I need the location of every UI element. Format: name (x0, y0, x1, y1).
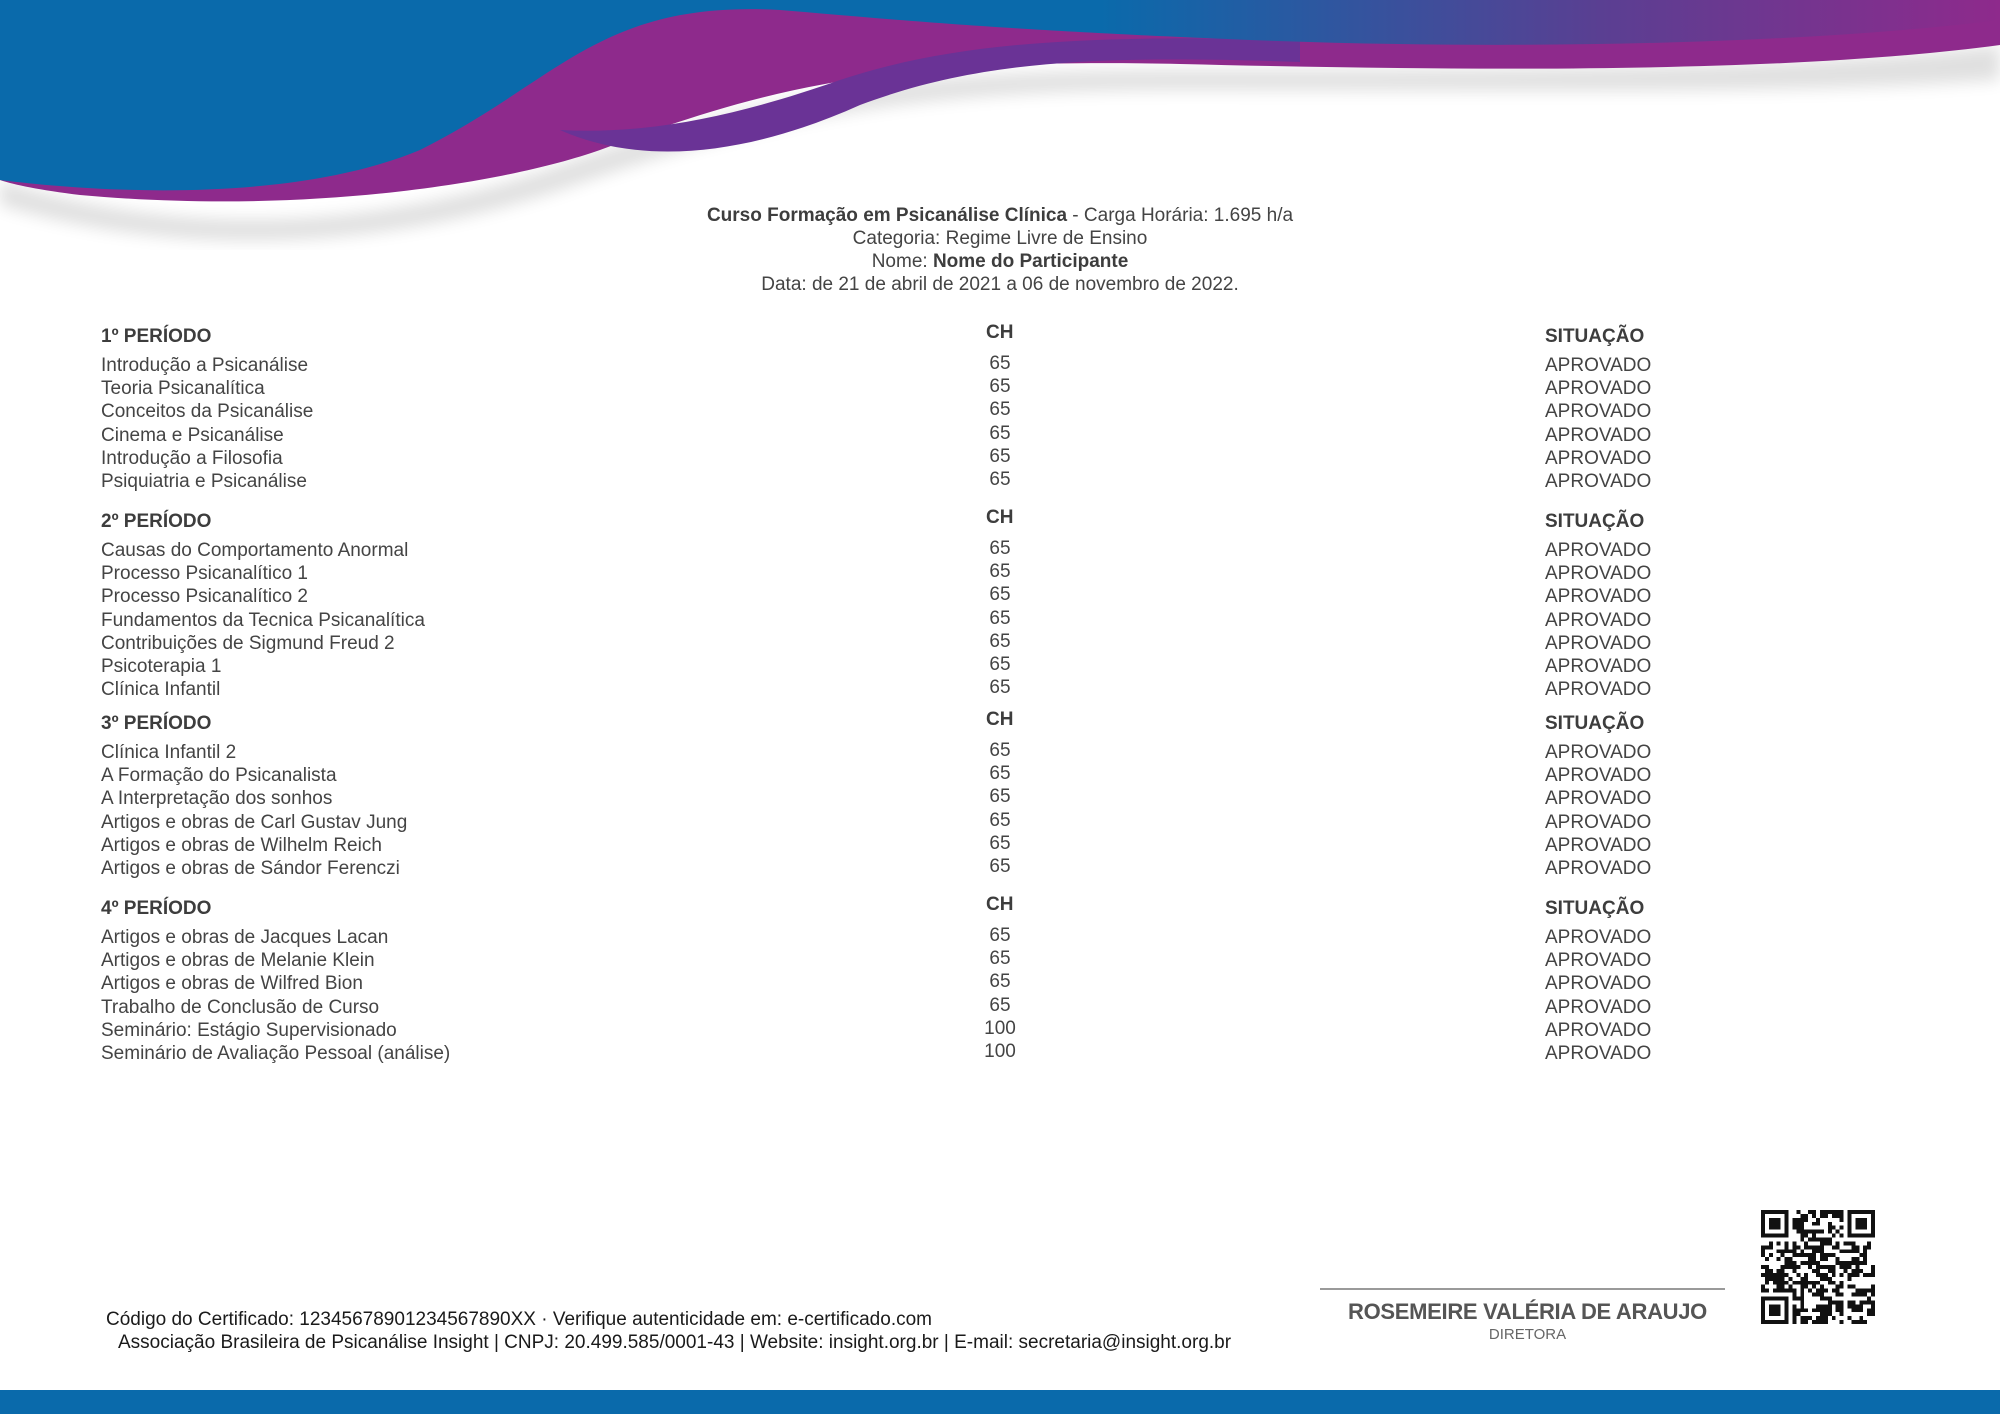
subject-status: APROVADO (1545, 655, 1652, 677)
subject-status: APROVADO (1545, 973, 1652, 995)
period-section (0, 709, 2000, 880)
subject-row (0, 857, 2000, 880)
subject-name: A Formação do Psicanalista (101, 765, 337, 787)
subject-hours: 65 (989, 607, 1011, 629)
subject-row (0, 811, 2000, 834)
course-category: Categoria: Regime Livre de Ensino (852, 228, 1148, 249)
subject-row (0, 354, 2000, 377)
participant-name: Nome do Participante (932, 251, 1129, 272)
ch-header: CH (986, 894, 1014, 915)
period-section (0, 507, 2000, 701)
subject-row (0, 447, 2000, 470)
subject-hours: 65 (989, 740, 1011, 761)
subject-row (0, 424, 2000, 447)
subject-name: Artigos e obras de Wilhelm Reich (101, 834, 382, 856)
subject-hours: 65 (989, 994, 1011, 1016)
subject-hours: 65 (989, 561, 1011, 583)
course-dates: Data: de 21 de abril de 2021 a 06 de novembro de 2022. (761, 274, 1239, 295)
subject-name: Artigos e obras de Sándor Ferenczi (101, 857, 400, 879)
subject-hours: 65 (989, 763, 1011, 785)
subject-status: APROVADO (1545, 609, 1652, 631)
subject-status: APROVADO (1545, 679, 1652, 701)
subject-row (0, 678, 2000, 701)
subject-row (0, 996, 2000, 1019)
certificate-code: Código do Certificado: 12345678901234567890XX · Verifique autenticidade em: e-certificado.com (106, 1309, 932, 1330)
subject-status: APROVADO (1545, 765, 1652, 787)
period-section (0, 322, 2000, 493)
course-line (0, 204, 2000, 227)
subject-hours: 65 (989, 376, 1011, 398)
subject-status: APROVADO (1545, 788, 1652, 810)
ch-header: CH (986, 709, 1014, 730)
subject-row (0, 764, 2000, 787)
status-header: SITUAÇÃO (1545, 326, 1645, 347)
status-header: SITUAÇÃO (1545, 898, 1645, 919)
subject-name: Processo Psicanalítico 2 (101, 586, 308, 608)
subject-name: A Interpretação dos sonhos (101, 788, 333, 810)
subject-status: APROVADO (1545, 447, 1652, 469)
subject-status: APROVADO (1545, 1019, 1652, 1041)
subject-status: APROVADO (1545, 401, 1652, 423)
subject-row (0, 1019, 2000, 1042)
subject-hours: 65 (989, 925, 1011, 946)
period-title: 3º PERÍODO (101, 713, 212, 734)
subject-name: Psicoterapia 1 (101, 655, 222, 677)
subject-hours: 65 (989, 445, 1011, 467)
participant-line (0, 250, 2000, 273)
status-header: SITUAÇÃO (1545, 713, 1645, 734)
subject-row (0, 741, 2000, 764)
subject-status: APROVADO (1545, 632, 1652, 654)
subject-name: Introdução a Psicanálise (101, 355, 309, 376)
subject-row (0, 949, 2000, 972)
subject-row (0, 787, 2000, 810)
ch-header: CH (986, 322, 1014, 343)
subject-hours: 100 (984, 1017, 1016, 1039)
subject-row (0, 655, 2000, 678)
period-header (0, 322, 2000, 350)
period-header (0, 894, 2000, 922)
subject-status: APROVADO (1545, 927, 1652, 948)
subject-status: APROVADO (1545, 834, 1652, 856)
subject-status: APROVADO (1545, 355, 1652, 376)
subject-status: APROVADO (1545, 950, 1652, 972)
subject-status: APROVADO (1545, 857, 1652, 879)
subject-row (0, 377, 2000, 400)
subject-hours: 65 (989, 630, 1011, 652)
subject-hours: 65 (989, 948, 1011, 970)
subject-name: Processo Psicanalítico 1 (101, 563, 308, 585)
subject-name: Causas do Comportamento Anormal (101, 540, 409, 561)
subject-status: APROVADO (1545, 540, 1652, 561)
subject-hours: 65 (989, 677, 1011, 699)
subject-row (0, 632, 2000, 655)
subject-name: Introdução a Filosofia (101, 447, 283, 469)
subject-row (0, 470, 2000, 493)
certificate-header (0, 204, 2000, 296)
signature-line (1320, 1288, 1725, 1290)
subject-status: APROVADO (1545, 378, 1652, 400)
subject-row (0, 972, 2000, 995)
subject-status: APROVADO (1545, 586, 1652, 608)
period-title: 1º PERÍODO (101, 326, 212, 347)
subject-hours: 65 (989, 538, 1011, 559)
subject-status: APROVADO (1545, 811, 1652, 833)
subject-name: Clínica Infantil 2 (101, 742, 237, 763)
period-title: 4º PERÍODO (101, 898, 212, 919)
subject-status: APROVADO (1545, 563, 1652, 585)
subject-hours: 65 (989, 353, 1011, 374)
subject-row (0, 834, 2000, 857)
subject-row (0, 609, 2000, 632)
subject-hours: 65 (989, 399, 1011, 421)
course-name: Curso Formação em Psicanálise Clínica (706, 205, 1068, 226)
subject-name: Trabalho de Conclusão de Curso (101, 996, 380, 1018)
subject-name: Artigos e obras de Carl Gustav Jung (101, 811, 408, 833)
subject-name: Cinema e Psicanálise (101, 424, 284, 446)
subject-status: APROVADO (1545, 996, 1652, 1018)
subject-name: Artigos e obras de Melanie Klein (101, 950, 375, 972)
subject-hours: 65 (989, 809, 1011, 831)
subject-status: APROVADO (1545, 424, 1652, 446)
subject-row (0, 926, 2000, 949)
subject-name: Artigos e obras de Jacques Lacan (101, 927, 389, 948)
subject-name: Clínica Infantil (101, 679, 221, 701)
subject-name: Seminário: Estágio Supervisionado (101, 1019, 397, 1041)
subject-hours: 65 (989, 786, 1011, 808)
subject-row (0, 562, 2000, 585)
footer-bar (0, 1390, 2000, 1414)
course-workload: - Carga Horária: 1.695 h/a (1067, 205, 1294, 226)
subject-name: Fundamentos da Tecnica Psicanalítica (101, 609, 425, 631)
subject-hours: 65 (989, 584, 1011, 606)
subject-row (0, 539, 2000, 562)
subject-hours: 100 (984, 1040, 1016, 1062)
subject-row (0, 585, 2000, 608)
institution-info: Associação Brasileira de Psicanálise Insight | CNPJ: 20.499.585/0001-43 | Website: insight.org.br | E-mail: secretaria@insight.org.br (118, 1332, 1232, 1353)
name-label: Nome: (871, 251, 933, 272)
period-title: 2º PERÍODO (101, 511, 212, 532)
subject-hours: 65 (989, 855, 1011, 877)
signatory-name: ROSEMEIRE VALÉRIA DE ARAUJO (1347, 1299, 1707, 1324)
subject-status: APROVADO (1545, 742, 1652, 763)
subject-name: Conceitos da Psicanálise (101, 401, 314, 423)
subject-status: APROVADO (1545, 1042, 1652, 1064)
subject-hours: 65 (989, 971, 1011, 993)
signatory-role: DIRETORA (1488, 1326, 1567, 1343)
subject-row (0, 400, 2000, 423)
period-header (0, 709, 2000, 737)
subject-name: Psiquiatria e Psicanálise (101, 470, 307, 492)
subject-name: Artigos e obras de Wilfred Bion (101, 973, 363, 995)
qr-code-icon (1761, 1210, 1875, 1324)
subject-status: APROVADO (1545, 470, 1652, 492)
certificate-footer (106, 1308, 1231, 1354)
status-header: SITUAÇÃO (1545, 511, 1645, 532)
subject-hours: 65 (989, 653, 1011, 675)
subject-name: Teoria Psicanalítica (101, 378, 265, 400)
period-section (0, 894, 2000, 1065)
subject-hours: 65 (989, 422, 1011, 444)
ch-header: CH (986, 507, 1014, 528)
period-header (0, 507, 2000, 535)
subject-hours: 65 (989, 832, 1011, 854)
subject-name: Seminário de Avaliação Pessoal (análise) (101, 1042, 451, 1064)
subject-row (0, 1042, 2000, 1065)
subject-name: Contribuições de Sigmund Freud 2 (101, 632, 395, 654)
subject-hours: 65 (989, 468, 1011, 490)
